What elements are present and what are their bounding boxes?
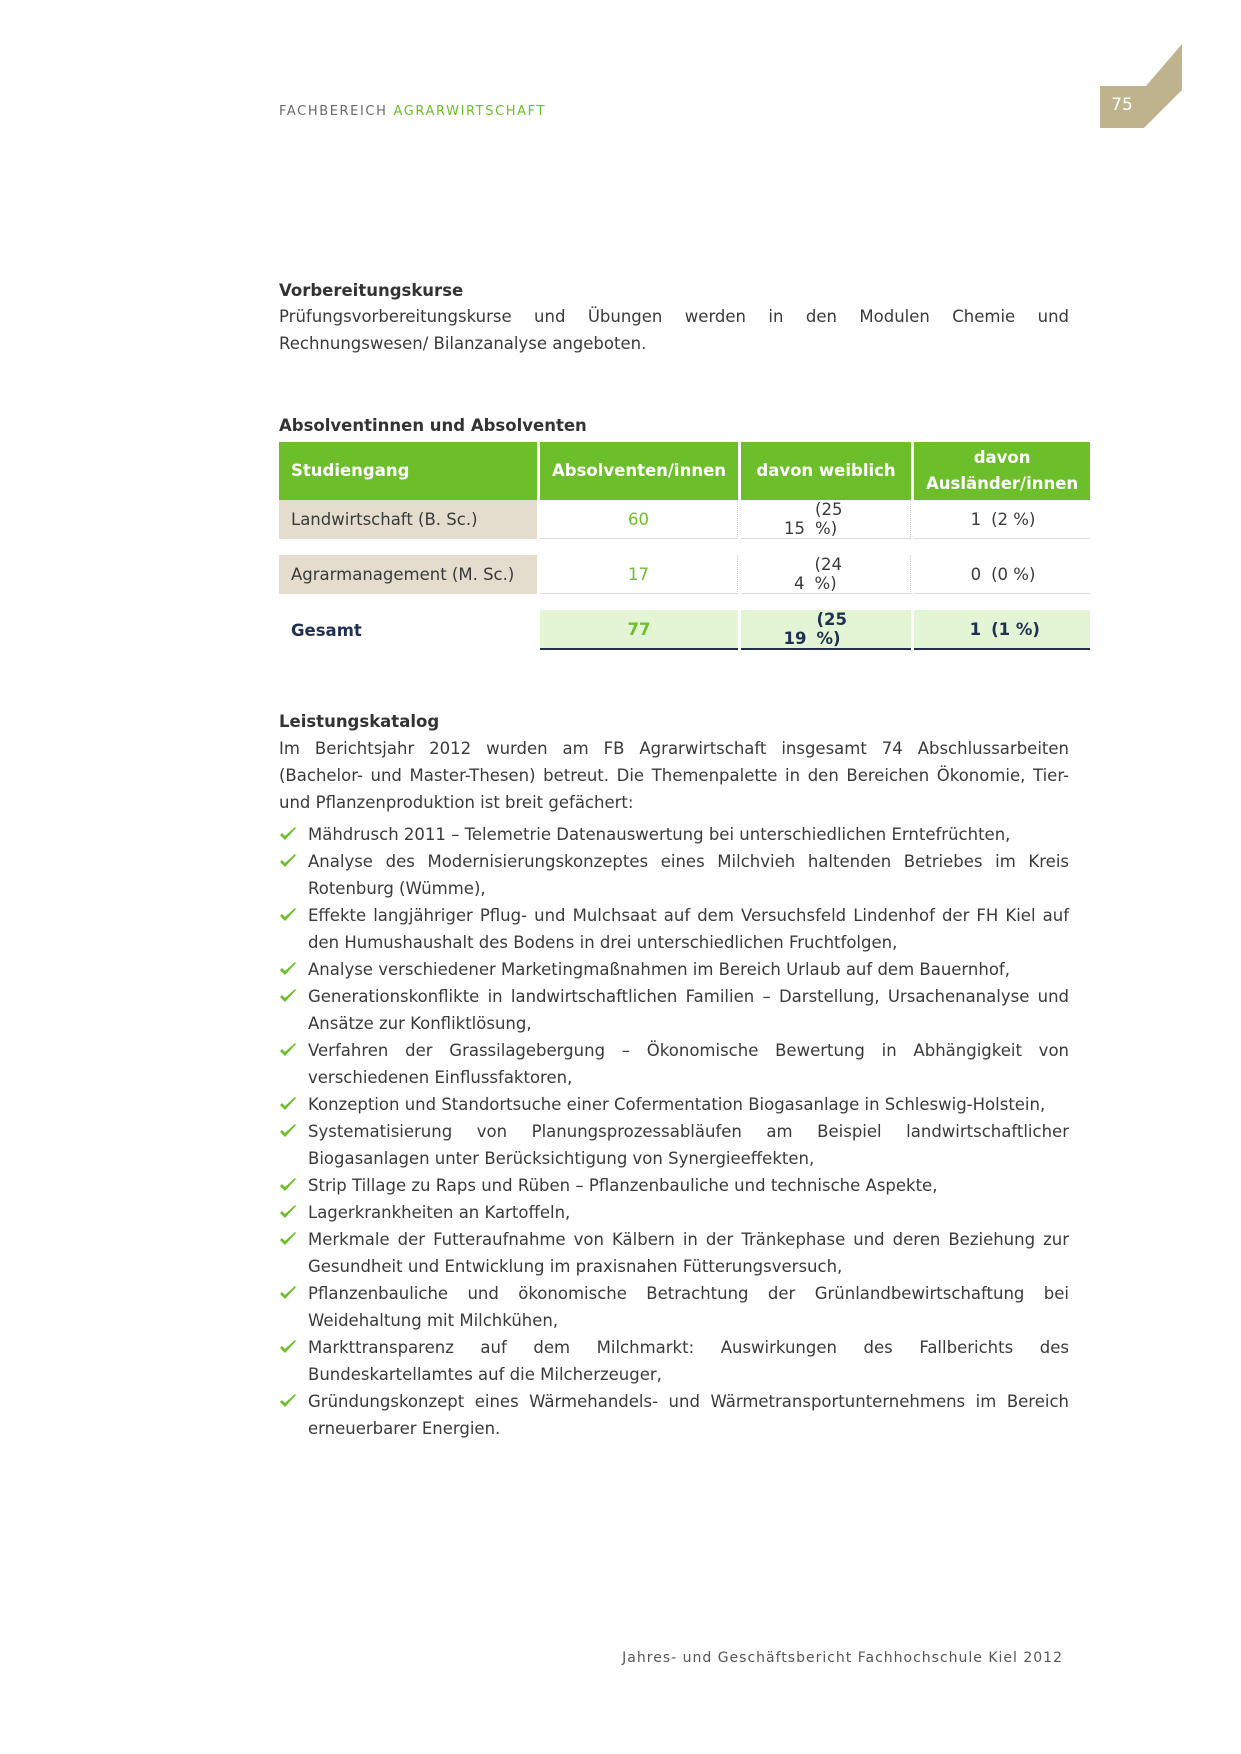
list-item-text: Analyse des Modernisierungskonzeptes eines Milchvieh haltenden Betriebes im Kreis Rotenburg (Wümme), <box>308 852 1069 898</box>
foreign-percent: (2 %) <box>991 509 1036 529</box>
list-item-text: Generationskonflikte in landwirtschaftlichen Familien – Darstellung, Ursachenanalyse und Ansätze zur Konfliktlösung, <box>308 987 1069 1033</box>
list-item <box>279 1226 1069 1280</box>
total-foreign-percent: (1 %) <box>991 619 1040 639</box>
check-icon <box>279 1393 297 1409</box>
list-item-text: Analyse verschiedener Marketingmaßnahmen im Bereich Urlaub auf dem Bauernhof, <box>308 960 1010 979</box>
catalog-intro: Im Berichtsjahr 2012 wurden am FB Agrarwirtschaft insgesamt 74 Abschlussarbeiten (Bachelor- und Master-Thesen) betreut. Die Themenpalette in den Bereichen Ökonomie, Tier- und Pflanzenproduktion ist breit gefächert: <box>279 739 1069 812</box>
total-female-count: 19 <box>783 629 807 648</box>
page-badge-icon <box>1100 44 1182 128</box>
check-icon <box>279 1285 297 1301</box>
check-icon <box>279 1177 297 1193</box>
check-icon <box>279 907 297 923</box>
list-item-text: Pflanzenbauliche und ökonomische Betrachtung der Grünlandbewirtschaftung bei Weidehaltung mit Milchkühen, <box>308 1284 1069 1330</box>
header-department: FACHBEREICH <box>279 104 388 119</box>
foreign-percent: (0 %) <box>991 564 1036 584</box>
check-icon <box>279 1204 297 1220</box>
list-item-text: Systematisierung von Planungsprozessabläufen am Beispiel landwirtschaftlicher Biogasanlagen unter Berücksichtigung von Synergieeffekten, <box>308 1122 1069 1168</box>
running-header <box>279 104 546 119</box>
check-icon <box>279 1339 297 1355</box>
thesis-list <box>279 821 1069 1442</box>
check-icon <box>279 1231 297 1247</box>
list-item <box>279 983 1069 1037</box>
total-foreign-cell <box>914 610 1090 650</box>
list-item <box>279 821 1069 848</box>
list-item <box>279 902 1069 956</box>
list-item <box>279 848 1069 902</box>
list-item-text: Lagerkrankheiten an Kartoffeln, <box>308 1203 571 1222</box>
total-label: Gesamt <box>291 620 362 640</box>
foreign-cell <box>914 500 1090 539</box>
table-total-row <box>279 610 1090 650</box>
graduates-count: 17 <box>540 555 738 594</box>
list-item-text: Strip Tillage zu Raps und Rüben – Pflanzenbauliche und technische Aspekte, <box>308 1176 938 1195</box>
col-header-female: davon weiblich <box>741 442 911 500</box>
check-icon <box>279 1123 297 1139</box>
list-item <box>279 1280 1069 1334</box>
total-graduates: 77 <box>540 610 738 650</box>
list-item-text: Effekte langjähriger Pflug- und Mulchsaat auf dem Versuchsfeld Lindenhof der FH Kiel auf den Humushaushalt des Bodens in drei unterschiedlichen Fruchtfolgen, <box>308 906 1069 952</box>
check-icon <box>279 1096 297 1112</box>
list-item-text: Konzeption und Standortsuche einer Cofermentation Biogasanlage in Schleswig-Holstein, <box>308 1095 1046 1114</box>
female-percent: (24 %) <box>814 555 842 593</box>
table-row <box>279 500 1090 539</box>
col-header-graduates: Absolventen/innen <box>540 442 738 500</box>
col-header-program: Studiengang <box>279 442 537 500</box>
list-item <box>279 1037 1069 1091</box>
list-item-text: Markttransparenz auf dem Milchmarkt: Auswirkungen des Fallberichts des Bundeskartellamtes auf die Milcherzeuger, <box>308 1338 1069 1384</box>
check-icon <box>279 853 297 869</box>
foreign-cell <box>914 555 1090 594</box>
page-footer: Jahres- und Geschäftsbericht Fachhochschule Kiel 2012 <box>622 1650 1063 1666</box>
list-item-text: Mähdrusch 2011 – Telemetrie Datenauswertung bei unterschiedlichen Erntefrüchten, <box>308 825 1011 844</box>
program-name: Landwirtschaft (B. Sc.) <box>279 500 537 539</box>
graduates-count: 60 <box>540 500 738 539</box>
list-item <box>279 1091 1069 1118</box>
total-female-cell <box>741 610 911 650</box>
table-row <box>279 555 1090 594</box>
list-item <box>279 1334 1069 1388</box>
check-icon <box>279 988 297 1004</box>
list-item <box>279 956 1069 983</box>
check-icon <box>279 961 297 977</box>
list-item <box>279 1118 1069 1172</box>
graduates-table <box>276 442 1093 650</box>
foreign-count: 0 <box>970 564 982 584</box>
program-name: Agrarmanagement (M. Sc.) <box>279 555 537 594</box>
header-faculty: AGRARWIRTSCHAFT <box>393 104 547 119</box>
check-icon <box>279 1042 297 1058</box>
foreign-count: 1 <box>970 509 982 529</box>
catalog-heading: Leistungskatalog <box>279 712 440 731</box>
female-cell <box>741 500 911 539</box>
col-header-foreign: davon Ausländer/innen <box>914 442 1090 500</box>
page-number: 75 <box>1111 95 1133 115</box>
list-item <box>279 1172 1069 1199</box>
check-icon <box>279 826 297 842</box>
list-item-text: Verfahren der Grassilagebergung – Ökonomische Bewertung in Abhängigkeit von verschiedenen Einflussfaktoren, <box>308 1041 1069 1087</box>
total-female-percent: (25 %) <box>816 610 848 648</box>
female-percent: (25 %) <box>815 500 843 538</box>
list-item <box>279 1388 1069 1442</box>
total-foreign-count: 1 <box>969 619 982 639</box>
female-cell <box>741 555 911 594</box>
prep-text: Prüfungsvorbereitungskurse und Übungen werden in den Modulen Chemie und Rechnungswesen/ Bilanzanalyse angeboten. <box>279 307 1069 353</box>
prep-heading: Vorbereitungskurse <box>279 281 464 300</box>
list-item-text: Merkmale der Futteraufnahme von Kälbern in der Tränkephase und deren Beziehung zur Gesundheit und Entwicklung im praxisnahen Fütterungsversuch, <box>308 1230 1069 1276</box>
list-item <box>279 1199 1069 1226</box>
list-item-text: Gründungskonzept eines Wärmehandels- und Wärmetransportunternehmens im Bereich erneuerbarer Energien. <box>308 1392 1069 1438</box>
graduates-heading: Absolventinnen und Absolventen <box>279 416 587 435</box>
female-count: 15 <box>784 519 806 538</box>
female-count: 4 <box>794 574 805 593</box>
